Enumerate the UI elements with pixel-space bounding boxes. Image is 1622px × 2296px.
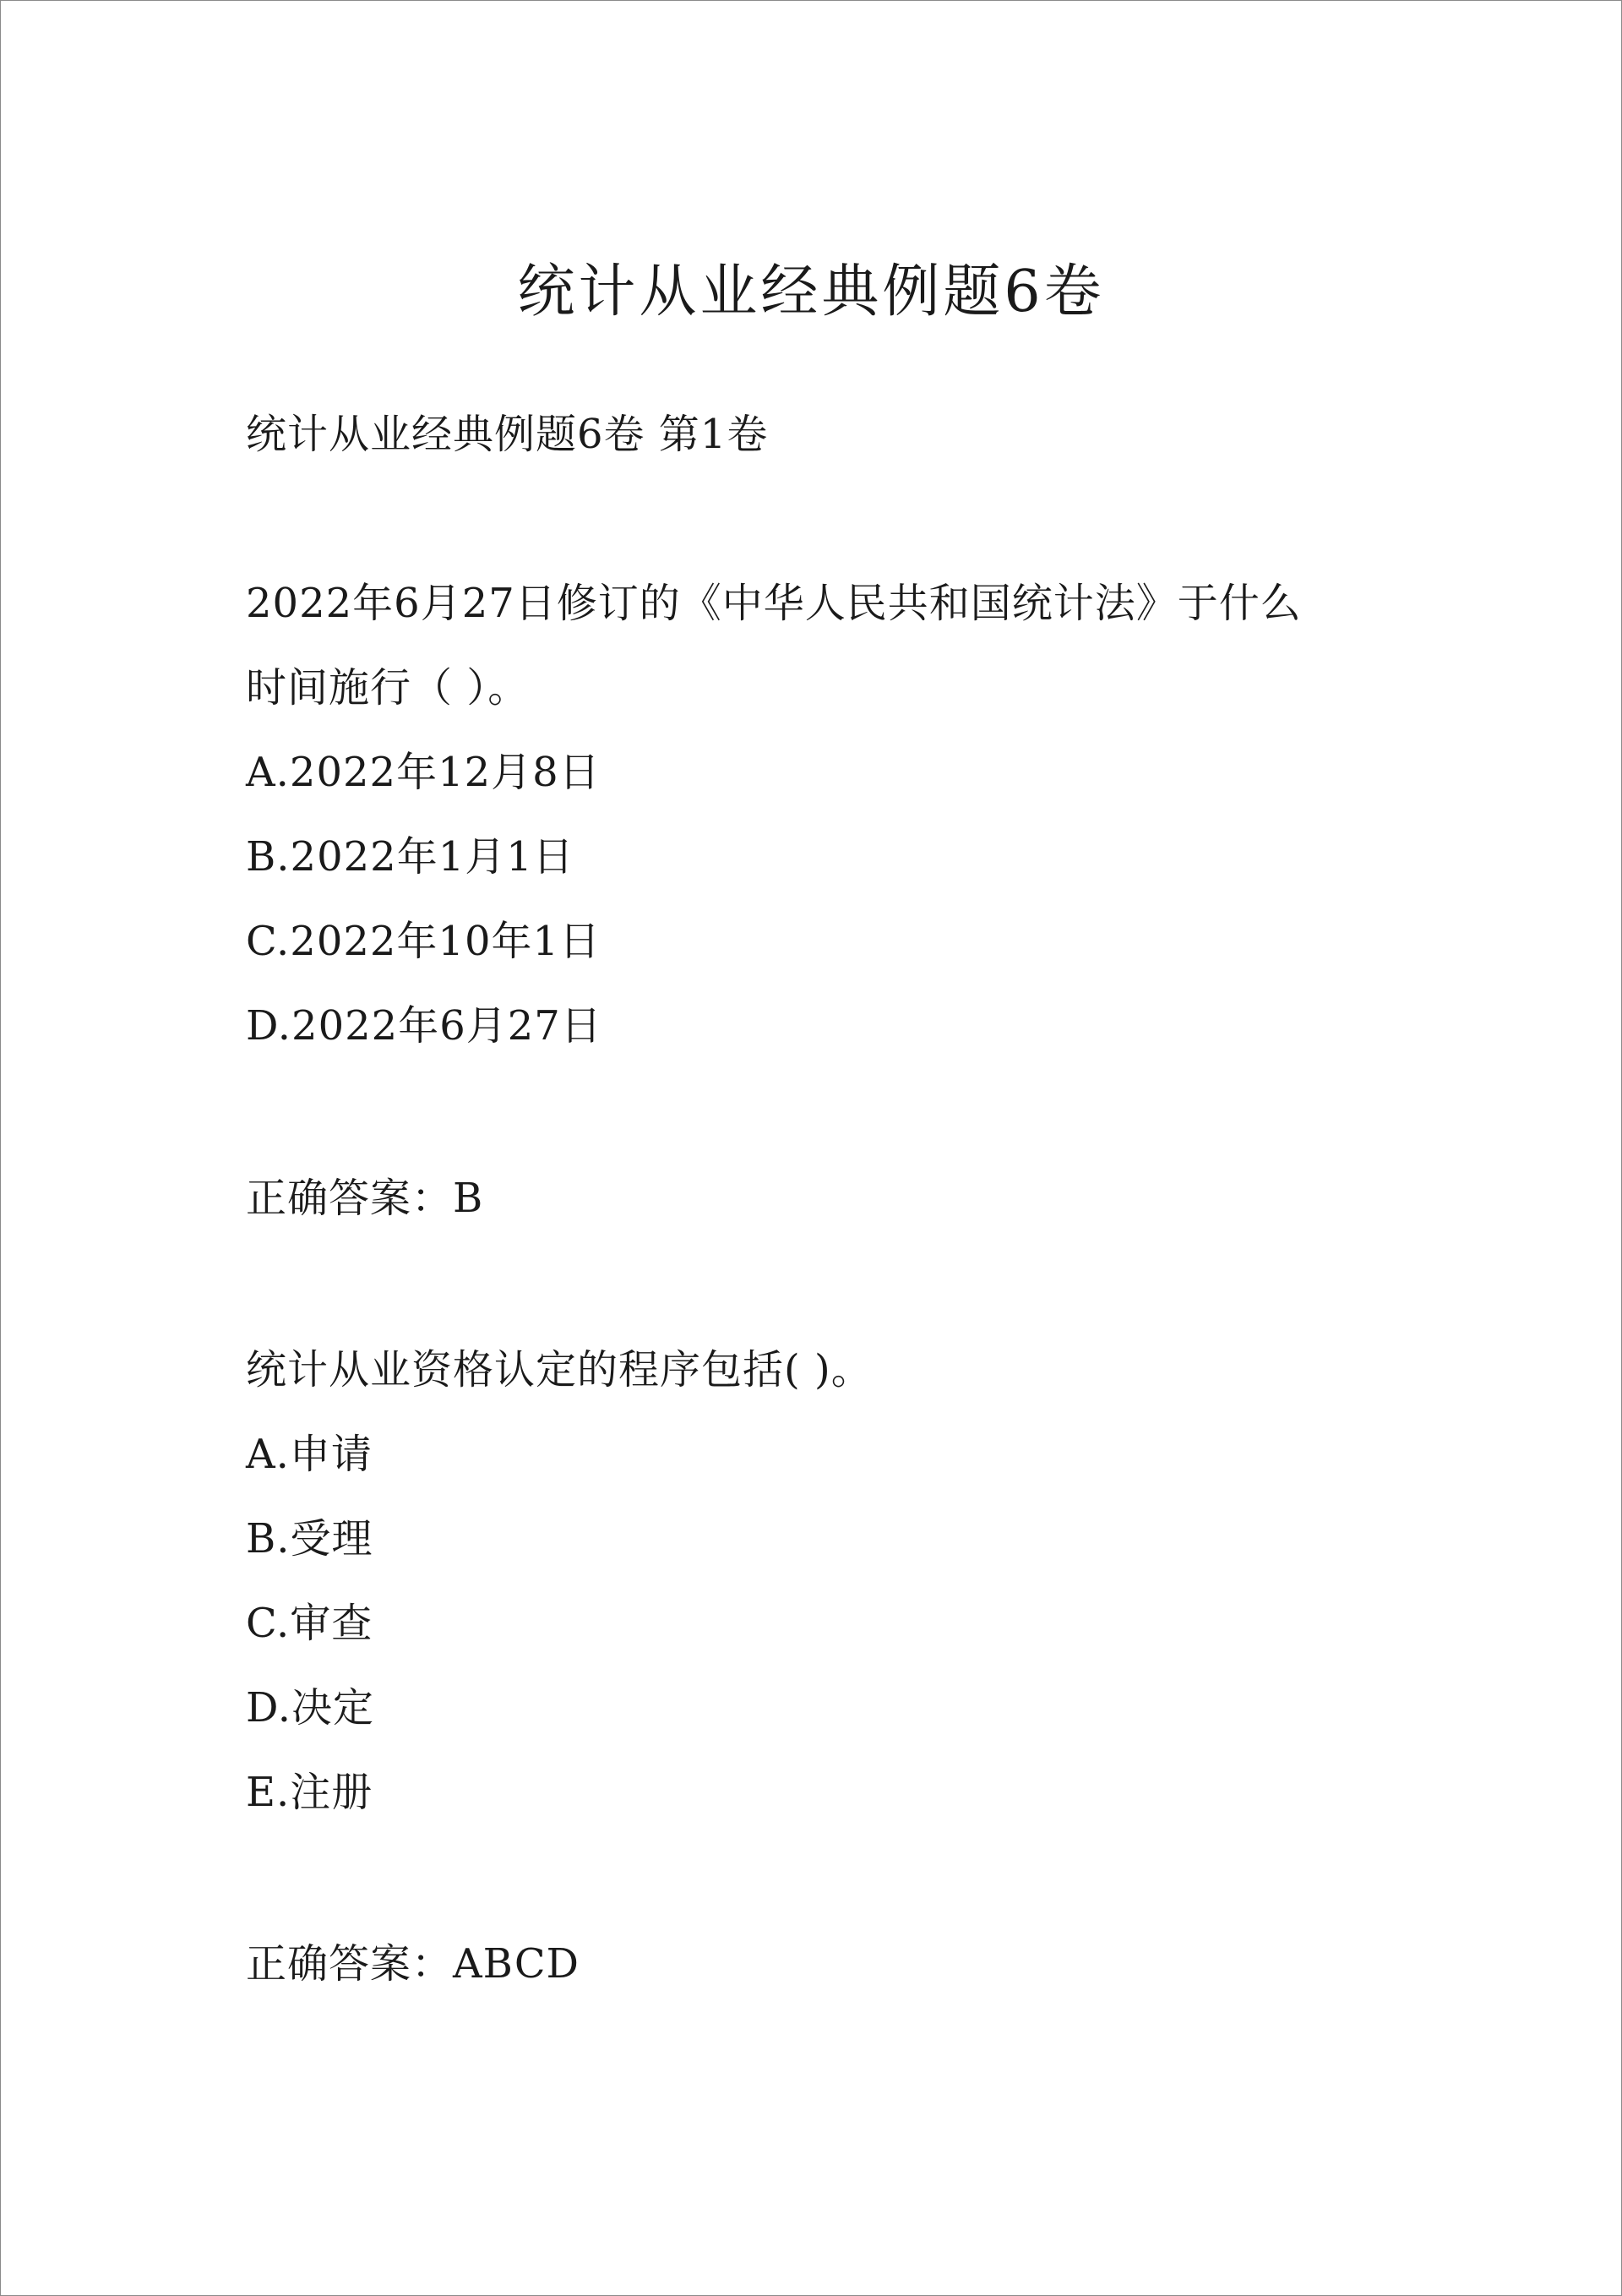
question-1-option-a: A.2022年12月8日: [246, 749, 601, 796]
question-2-option-e: E.注册: [246, 1769, 373, 1816]
question-1-stem-line-2: 时间施行（ ）。: [246, 664, 530, 712]
document-title: 统计从业经典例题6卷: [517, 259, 1105, 325]
question-2-option-c: C.审查: [246, 1600, 373, 1647]
question-2-option-a: A.申请: [246, 1431, 373, 1478]
question-2-option-d: D.决定: [246, 1684, 375, 1732]
question-1-option-d: D.2022年6月27日: [246, 1002, 602, 1050]
question-2-option-b: B.受理: [246, 1515, 373, 1562]
question-1-stem-line-1: 2022年6月27日修订的《中华人民共和国统计法》于什么: [246, 580, 1302, 627]
question-2-stem-line-1: 统计从业资格认定的程序包括( )。: [246, 1346, 873, 1393]
question-2-answer: 正确答案：ABCD: [246, 1940, 580, 1988]
question-1-option-c: C.2022年10年1日: [246, 918, 601, 965]
document-subtitle: 统计从业经典例题6卷 第1卷: [246, 411, 769, 458]
question-1-answer: 正确答案：B: [246, 1175, 484, 1222]
question-1-option-b: B.2022年1月1日: [246, 833, 574, 881]
